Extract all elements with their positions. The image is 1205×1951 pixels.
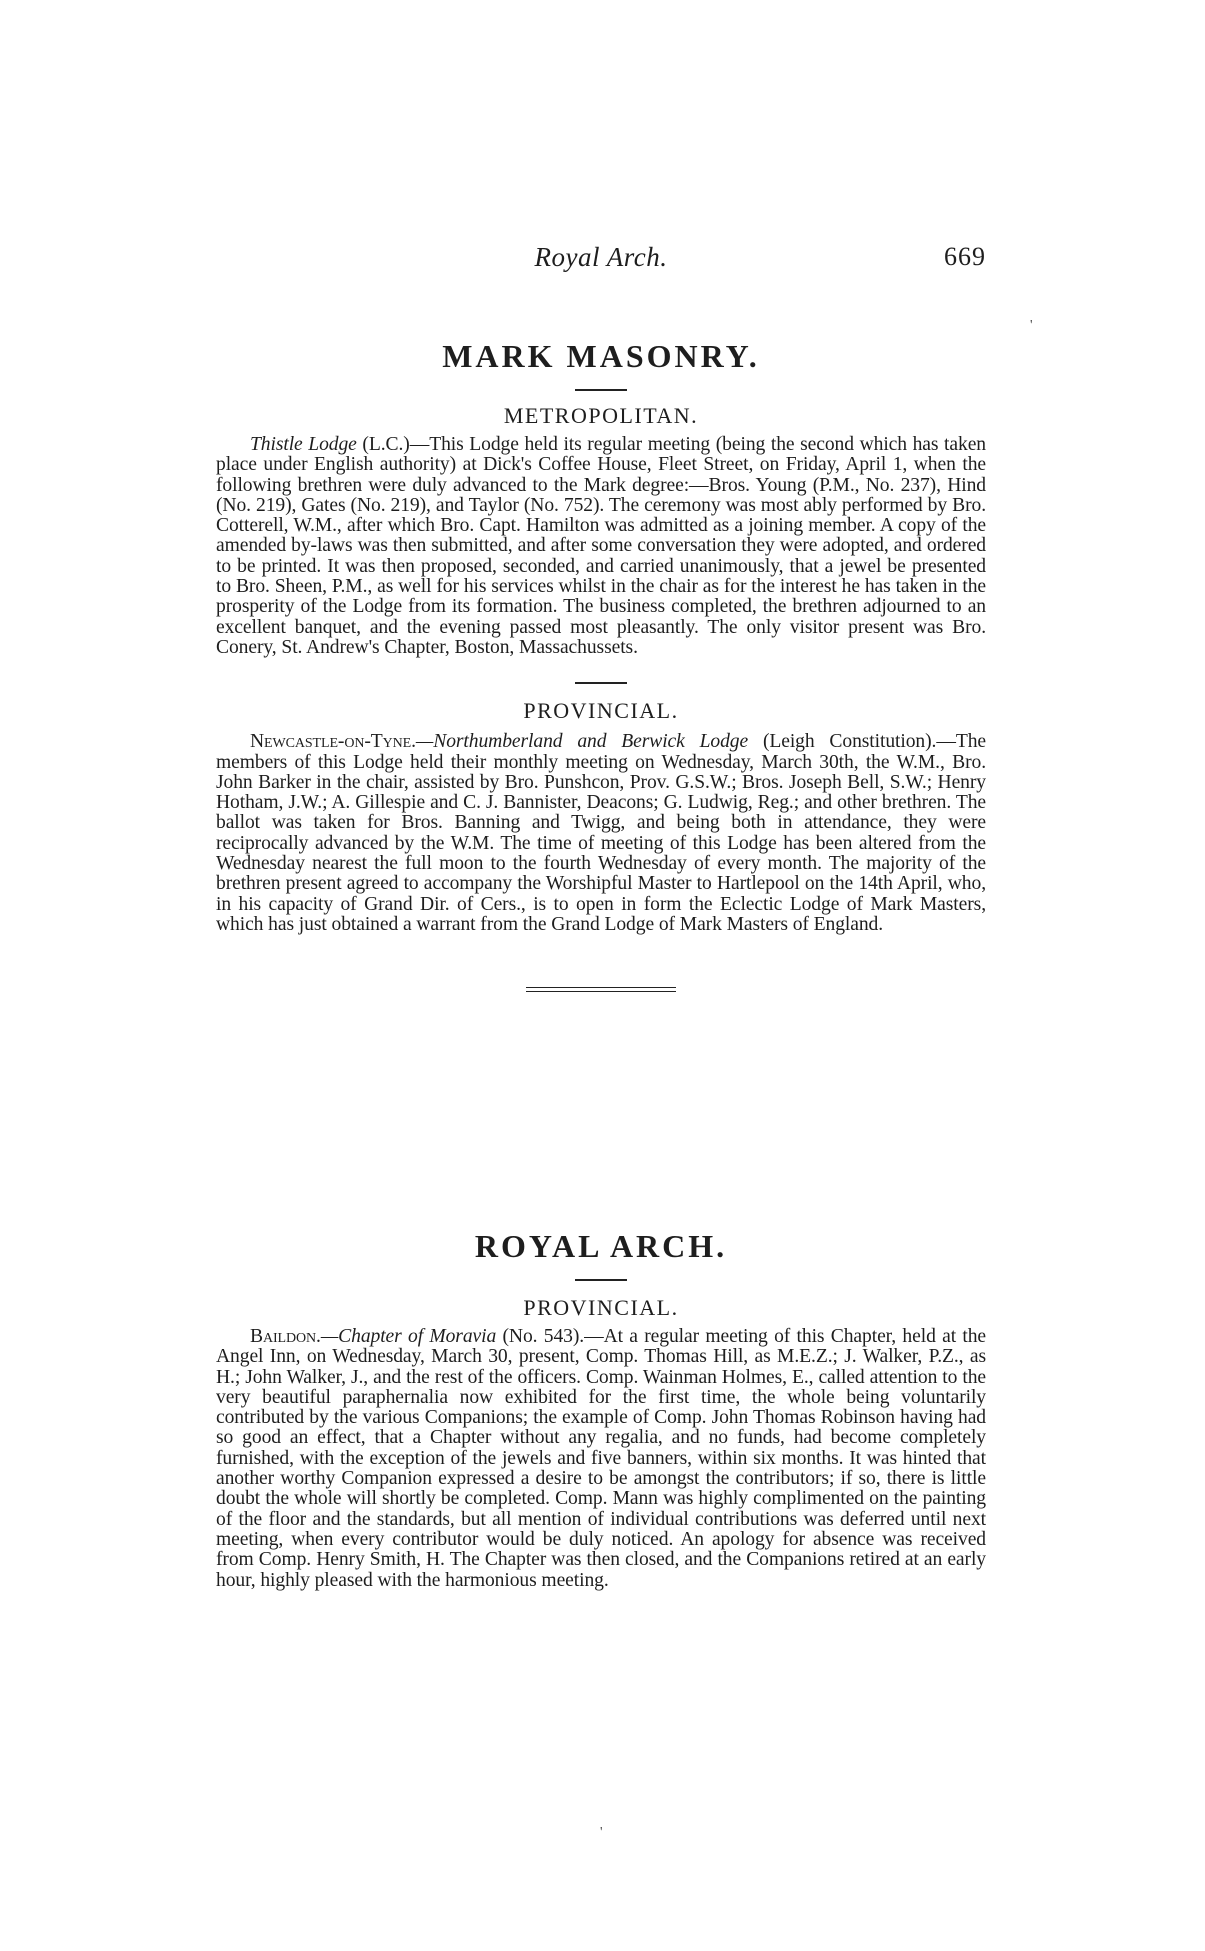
short-rule xyxy=(575,389,627,391)
article-lead: —Chapter of Moravia xyxy=(320,1326,497,1347)
mark-masonry-section xyxy=(216,338,986,995)
article-chapter-of-moravia xyxy=(216,1327,986,1591)
article-place: Newcastle-on-Tyne. xyxy=(250,731,416,753)
article-place: Baildon. xyxy=(250,1326,321,1347)
article-thistle-lodge xyxy=(216,435,986,658)
section-divider xyxy=(526,987,676,995)
article-lead: Thistle Lodge xyxy=(250,434,357,455)
page-number: 669 xyxy=(944,242,986,271)
article-text: (Leigh Constitution).—The members of this Lodge held their monthly meeting on Wednesday, March 30th, the W.M., Bro. John Barker in the chair, assisted by Bro. Punshcon, Prov. G.S.W.; Bros. Joseph Bell, S.W.; Henry Hotham, J.W.; A. Gillespie and C. J. Bannister, Deacons; G. Ludwig, Reg.; and other brethren. The ballot was taken for Bros. Banning and Twigg, and being both in attendance, they were reciprocally advanced by the W.M. The time of meeting of this Lodge has been altered from the Wednesday nearest the full moon to the fourth Wednesday of every month. The majority of the brethren present agreed to accompany the Worshipful Master to Hartlepool on the 14th April, who, in his capacity of Grand Dir. of Cers., is to open in form the Eclectic Lodge of Mark Masters, which has just obtained a warrant from the Grand Lodge of Mark Masters of England. xyxy=(216,731,986,935)
royal-arch-section xyxy=(216,1228,986,1591)
subsection-heading: PROVINCIAL. xyxy=(523,698,679,724)
short-rule xyxy=(575,1279,627,1281)
article-northumberland-lodge xyxy=(216,732,986,935)
subsection-heading: METROPOLITAN. xyxy=(503,403,699,428)
article-lead: —Northumberland and Berwick Lodge xyxy=(415,731,749,753)
stray-mark: ' xyxy=(1030,318,1033,333)
article-text: (L.C.)—This Lodge held its regular meeting (being the second which has taken place under English authority) at Dick's Coffee House, Fleet Street, on Friday, April 1, when the following brethren were duly advanced to the Mark degree:—Bros. Young (P.M., No. 237), Hind (No. 219), Gates (No. 219), and Taylor (No. 752). The ceremony was most ably performed by Bro. Cotterell, W.M., after which Bro. Capt. Hamilton was admitted as a joining member. A copy of the amended by-laws was then submitted, and after some conversation they were adopted, and ordered to be printed. It was then proposed, seconded, and carried unanimously, that a jewel be presented to Bro. Sheen, P.M., as well for his services whilst in the chair as for the interest he has taken in the prosperity of the Lodge from its formation. The business completed, the brethren adjourned to an excellent banquet, and the evening passed most pleasantly. The only visitor present was Bro. Conery, St. Andrew's Chapter, Boston, Massachussets. xyxy=(216,434,986,658)
subsection-heading: PROVINCIAL. xyxy=(523,1295,679,1320)
running-title: Royal Arch. xyxy=(534,242,668,272)
running-head xyxy=(216,242,986,282)
article-text: (No. 543).—At a regular meeting of this Chapter, held at the Angel Inn, on Wednesday, March 30, present, Comp. Thomas Hill, as M.E.Z.; J. Walker, P.Z., as H.; John Walker, J., and the rest of the officers. Comp. Wainman Holmes, E., called attention to the very beautiful paraphernalia now exhibited for the first time, the whole being voluntarily contributed by the various Companions; the example of Comp. John Thomas Robinson having had so good an effect, that a Chapter without any regalia, and no funds, had become completely furnished, with the exception of the jewels and five banners, within six months. It was hinted that another worthy Companion expressed a desire to be amongst the contributors; if so, there is little doubt the whole will shortly be completed. Comp. Mann was highly complimented on the painting of the floor and the standards, but all mention of individual contributions was deferred until next meeting, when every contributor would be duly noticed. An apology for absence was received from Comp. Henry Smith, H. The Chapter was then closed, and the Companions retired at an early hour, highly pleased with the harmonious meeting. xyxy=(216,1326,987,1591)
short-rule xyxy=(575,682,627,684)
stray-mark: ' xyxy=(600,1825,603,1840)
section-title: MARK MASONRY. xyxy=(442,338,760,374)
section-title: ROYAL ARCH. xyxy=(474,1228,728,1264)
